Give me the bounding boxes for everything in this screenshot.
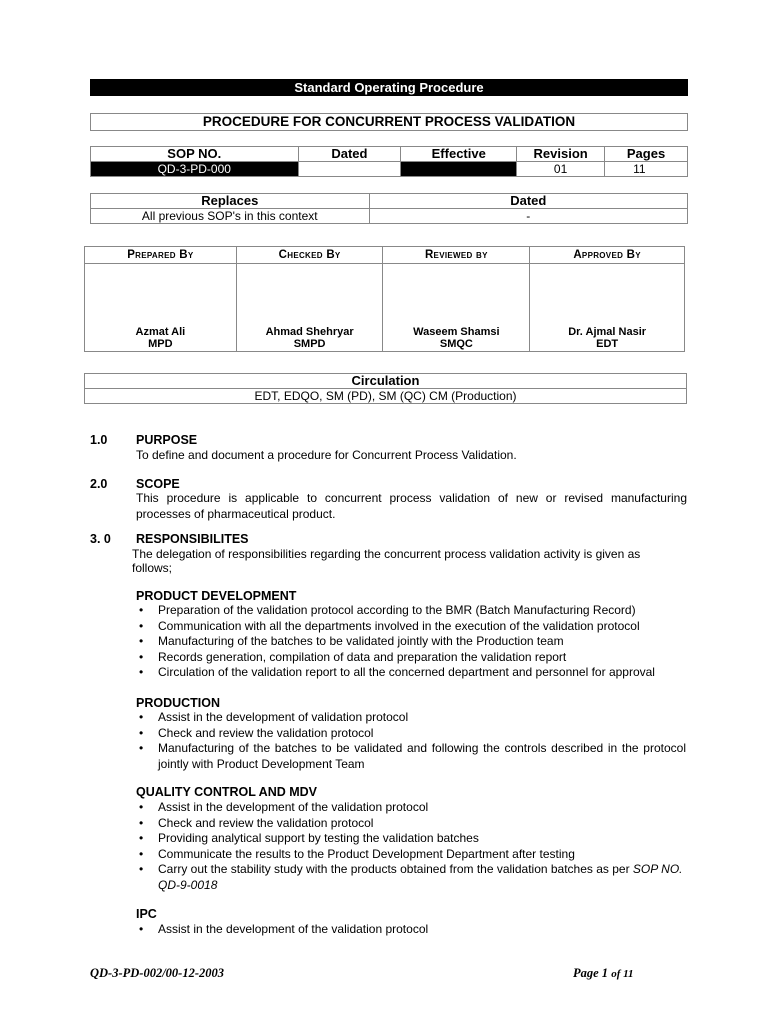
dated-value [298,162,401,177]
sop-header-row [91,147,688,162]
ipc-list [136,922,688,938]
production-list [136,710,686,772]
prepared-by-header: Prepared By [85,247,237,264]
circulation-header: Circulation [85,374,687,389]
signatures-table [84,246,685,352]
document-title: PROCEDURE FOR CONCURRENT PROCESS VALIDATION [90,113,688,131]
effective-header: Effective [401,147,517,162]
signatory-name: Ahmad Shehryar [265,326,354,338]
replaces-header-row [91,194,688,209]
revision-value: 01 [517,162,605,177]
list-item: • Check and review the validation protocol [136,816,688,832]
section-title-responsibilities: RESPONSIBILITES [136,532,249,546]
responsibilities-text: The delegation of responsibilities regarding the concurrent process validation activity is given as follows; [132,547,641,575]
sop-info-table [90,146,688,177]
page-label: Page 1 [573,966,609,980]
checked-by-cell [236,264,383,352]
list-item: • Communicate the results to the Product Development Department after testing [136,847,688,863]
list-item: • Assist in the development of the validation protocol [136,800,688,816]
footer-doc-ref: QD-3-PD-002/00-12-2003 [90,966,225,980]
list-item: • Manufacturing of the batches to be validated jointly with the Production team [136,634,688,650]
scope-text: This procedure is applicable to concurrent process validation of new or revised manufacturing processes of pharmaceutical product. [136,491,687,521]
sop-no-header: SOP NO. [91,147,299,162]
sop-value-row [91,162,688,177]
pages-header: Pages [605,147,688,162]
product-development-list [136,603,688,681]
document-header: Standard Operating Procedure [90,79,688,96]
approved-by-header: Approved By [530,247,685,264]
list-item: • Preparation of the validation protocol according to the BMR (Batch Manufacturing Record) [136,603,688,619]
list-item: • Manufacturing of the batches to be validated and following the controls described in the protocol jointly with Product Development Team [136,741,686,772]
reviewed-by-header: Reviewed by [383,247,530,264]
group-title-production: PRODUCTION [136,696,221,710]
circulation-table [84,373,687,404]
section-title-scope: SCOPE [136,477,180,491]
list-item: • Records generation, compilation of data and preparation the validation report [136,650,688,666]
replaces-value-row [91,209,688,224]
group-title-quality-control: QUALITY CONTROL AND MDV [136,785,318,799]
quality-control-list [136,800,688,894]
checked-by-header: Checked By [236,247,383,264]
circulation-value: EDT, EDQO, SM (PD), SM (QC) CM (Production) [85,389,687,404]
section-number: 3. 0 [90,532,111,546]
signatures-body-row [85,264,685,352]
approved-by-cell [530,264,685,352]
list-item [136,862,688,893]
group-title-ipc: IPC [136,907,157,921]
replaces-value: All previous SOP's in this context [91,209,370,224]
replaces-dated-value: - [369,209,687,224]
dated-header: Dated [298,147,401,162]
list-item: • Communication with all the departments involved in the execution of the validation protocol [136,619,688,635]
signatory-role: MPD [148,338,173,350]
footer-page-number [573,966,634,981]
effective-value [401,162,517,177]
signatory-name: Dr. Ajmal Nasir [568,326,647,338]
reviewed-by-cell [383,264,530,352]
signatory-name: Azmat Ali [135,326,186,338]
list-item: • Circulation of the validation report to all the concerned department and personnel for approval [136,665,688,681]
list-item: • Assist in the development of validation protocol [136,710,686,726]
replaces-dated-header: Dated [369,194,687,209]
group-title-product-development: PRODUCT DEVELOPMENT [136,589,297,603]
prepared-by-cell [85,264,237,352]
signatory-role: SMPD [293,338,326,350]
signatory-role: EDT [596,338,619,350]
pages-value: 11 [605,162,688,177]
signatures-header-row [85,247,685,264]
page-of: of 11 [611,968,634,980]
sop-reference: SOP NO. QD-9-0018 [158,862,683,892]
section-number: 2.0 [90,477,108,491]
list-item: • Assist in the development of the validation protocol [136,922,688,938]
list-item: • Providing analytical support by testing the validation batches [136,831,688,847]
revision-header: Revision [517,147,605,162]
list-item-text: Carry out the stability study with the products obtained from the validation batches as per [158,862,633,877]
signatory-name: Waseem Shamsi [413,326,500,338]
list-item: • Check and review the validation protocol [136,726,686,742]
replaces-table [90,193,688,224]
section-number: 1.0 [90,433,108,447]
section-title-purpose: PURPOSE [136,433,198,447]
signatory-role: SMQC [439,338,473,350]
purpose-text: To define and document a procedure for Concurrent Process Validation. [136,448,517,462]
sop-no-value: QD-3-PD-000 [91,162,299,177]
replaces-header: Replaces [91,194,370,209]
